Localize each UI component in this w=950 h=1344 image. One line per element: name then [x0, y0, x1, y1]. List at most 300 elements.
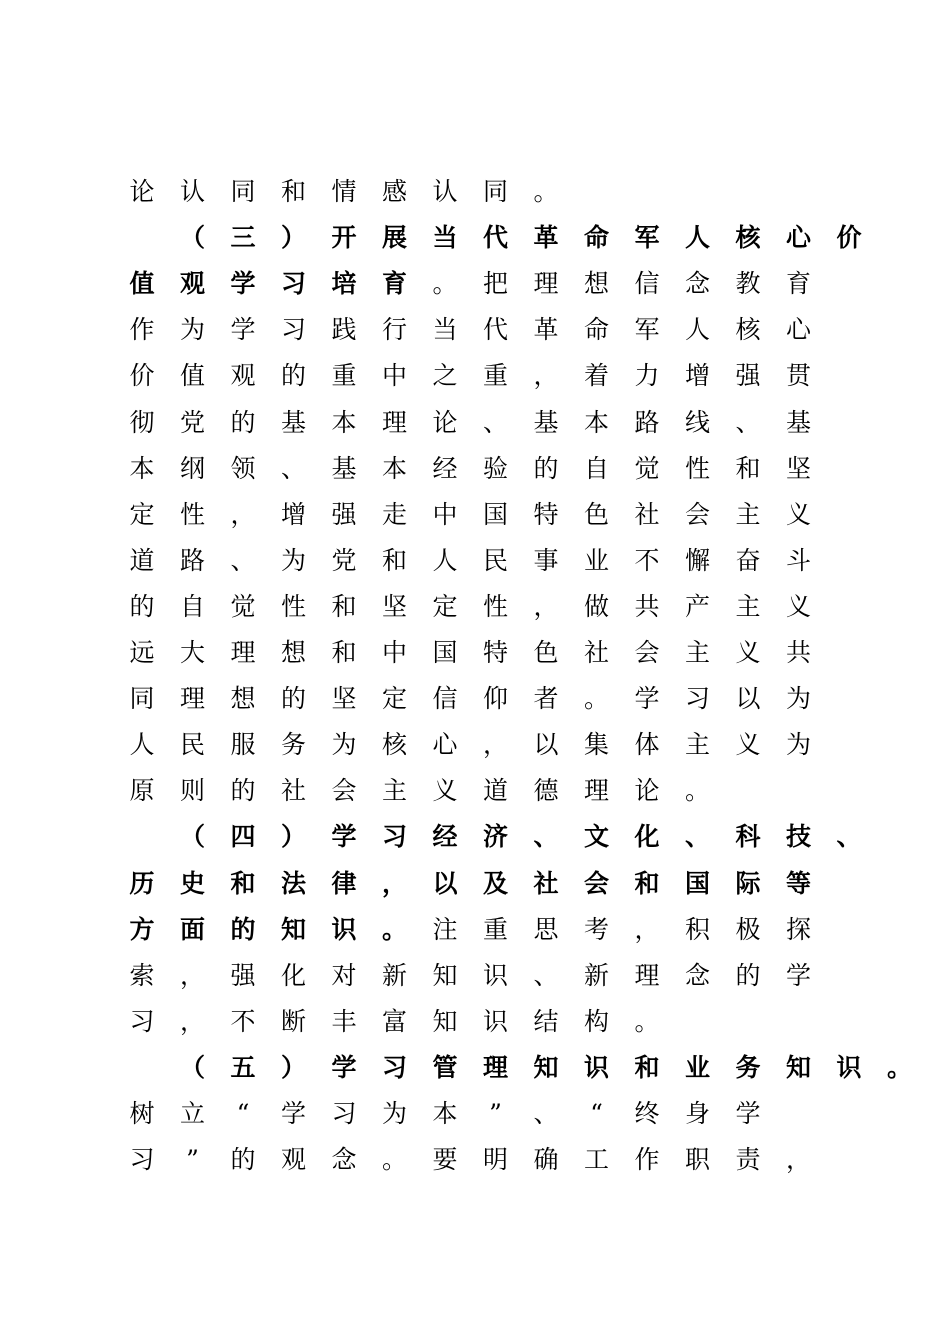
text-char: 识	[331, 914, 357, 944]
text-line	[0, 633, 950, 673]
text-char: 特	[533, 499, 559, 529]
text-char: 军	[634, 315, 660, 345]
text-char: ，	[179, 1006, 205, 1036]
text-char: 道	[129, 545, 155, 575]
text-char: 经	[432, 822, 458, 852]
text-char: 想	[280, 638, 306, 667]
text-char: 党	[331, 545, 357, 575]
text-char: 共	[785, 638, 811, 667]
text-char: 业	[583, 545, 609, 575]
text-char: 信	[634, 269, 660, 299]
text-char: 育	[785, 269, 811, 299]
text-char: 育	[381, 269, 407, 299]
text-char: 代	[482, 315, 508, 345]
text-char: 党	[179, 407, 205, 437]
text-char: 性	[280, 591, 306, 621]
text-char: 信	[432, 684, 458, 714]
text-char: 社	[634, 499, 660, 529]
text-char: 会	[684, 499, 710, 529]
text-char: 观	[179, 269, 205, 299]
text-char: 民	[482, 545, 508, 575]
text-char: 走	[381, 499, 407, 529]
text-char: 学	[230, 315, 256, 345]
text-char: 为	[785, 730, 811, 760]
text-char: 和	[280, 177, 306, 206]
text-char: 核	[381, 730, 407, 760]
text-char: 基	[331, 453, 357, 483]
text-char: 、	[482, 407, 508, 437]
text-char: 的	[735, 960, 761, 990]
text-char: 念	[684, 269, 710, 299]
text-char: 念	[684, 960, 710, 990]
text-char: 识	[482, 960, 508, 990]
text-char: 终	[634, 1099, 660, 1128]
text-char: 注	[432, 914, 458, 944]
text-char: 义	[735, 638, 761, 667]
text-char: 。	[381, 914, 407, 944]
text-char: 化	[280, 960, 306, 990]
text-char: 共	[634, 591, 660, 621]
text-char: （	[179, 223, 205, 253]
text-char: 定	[381, 684, 407, 714]
text-char: 务	[735, 1052, 761, 1082]
text-line	[0, 541, 950, 581]
text-char: 管	[432, 1052, 458, 1082]
text-line	[0, 1140, 950, 1180]
text-char: 方	[129, 914, 155, 944]
text-char: 坚	[785, 453, 811, 483]
text-char: 化	[634, 822, 660, 852]
text-char: ，	[381, 868, 407, 898]
text-char: 理	[230, 638, 256, 667]
text-char: 的	[280, 361, 306, 391]
text-char: 考	[583, 914, 609, 944]
text-char: 面	[179, 914, 205, 944]
text-char: 积	[684, 914, 710, 944]
text-char: 强	[331, 499, 357, 529]
text-char: 培	[331, 269, 357, 299]
text-char: 者	[533, 684, 559, 714]
text-char: 中	[381, 638, 407, 667]
text-char: 重	[482, 361, 508, 391]
text-char: 法	[280, 868, 306, 898]
text-char: 开	[331, 223, 357, 253]
text-char: 学	[634, 684, 660, 714]
text-char: 知	[533, 1052, 559, 1082]
text-char: 新	[583, 960, 609, 990]
text-char: 职	[684, 1145, 710, 1175]
text-char: ）	[280, 1052, 306, 1082]
text-char: 当	[432, 315, 458, 345]
text-char: 、	[230, 545, 256, 575]
text-char: 以	[432, 868, 458, 898]
text-char: 强	[230, 960, 256, 990]
text-char: 际	[735, 868, 761, 898]
text-char: 的	[230, 776, 256, 806]
text-line	[0, 817, 950, 857]
text-char: 。	[684, 776, 710, 806]
text-char: 律	[331, 868, 357, 898]
text-char: 国	[432, 638, 458, 667]
text-char: 及	[482, 868, 508, 898]
text-char: 极	[735, 914, 761, 944]
text-char: 力	[634, 361, 660, 391]
text-char: 科	[735, 822, 761, 852]
text-char: 同	[482, 177, 508, 206]
text-line	[0, 956, 950, 996]
text-char: 远	[129, 638, 155, 667]
text-char: 论	[634, 776, 660, 806]
text-char: 工	[583, 1145, 609, 1175]
text-char: 德	[533, 776, 559, 806]
text-char: 坚	[331, 684, 357, 714]
text-char: 为	[179, 315, 205, 345]
text-line	[0, 864, 950, 904]
text-char: 以	[735, 684, 761, 714]
text-char: 会	[583, 868, 609, 898]
text-char: 色	[583, 499, 609, 529]
text-char: 本	[381, 453, 407, 483]
text-char: 知	[432, 960, 458, 990]
text-char: 践	[331, 315, 357, 345]
text-char: 代	[482, 223, 508, 253]
text-line	[0, 356, 950, 396]
text-char: 作	[129, 315, 155, 345]
text-char: 核	[735, 223, 761, 253]
text-char: 。	[381, 1145, 407, 1175]
text-char: 。	[886, 1052, 912, 1082]
text-char: 理	[179, 684, 205, 714]
text-char: 主	[684, 730, 710, 760]
text-char: 三	[230, 223, 256, 253]
text-char: 结	[533, 1006, 559, 1036]
text-char: 。	[634, 1006, 660, 1036]
text-char: 富	[381, 1006, 407, 1036]
text-char: 基	[280, 407, 306, 437]
text-char: 习	[129, 1145, 155, 1175]
text-char: 学	[331, 822, 357, 852]
text-char: 行	[381, 315, 407, 345]
text-line	[0, 310, 950, 350]
text-char: 想	[230, 684, 256, 714]
text-char: 理	[482, 1052, 508, 1082]
text-char: 验	[482, 453, 508, 483]
text-char: 会	[634, 638, 660, 667]
text-char: 和	[331, 638, 357, 667]
text-char: （	[179, 1052, 205, 1082]
text-char: 社	[280, 776, 306, 806]
text-char: 值	[129, 269, 155, 299]
text-char: 明	[482, 1145, 508, 1175]
text-char: 国	[684, 868, 710, 898]
text-char: 特	[482, 638, 508, 667]
text-char: 作	[634, 1145, 660, 1175]
text-line	[0, 725, 950, 765]
text-char: 领	[230, 453, 256, 483]
text-char: 。	[583, 684, 609, 714]
text-char: 四	[230, 822, 256, 852]
text-char: 丰	[331, 1006, 357, 1036]
text-char: 社	[533, 868, 559, 898]
text-char: 强	[735, 361, 761, 391]
text-char: 不	[230, 1006, 256, 1036]
text-char: 认	[179, 177, 205, 206]
text-char: 基	[533, 407, 559, 437]
text-char: 历	[129, 868, 155, 898]
text-char: 习	[331, 1099, 357, 1128]
text-char: 性	[482, 591, 508, 621]
text-char: 人	[684, 223, 710, 253]
text-char: 原	[129, 776, 155, 806]
text-char: 为	[331, 730, 357, 760]
text-char: 本	[432, 1099, 458, 1128]
text-line	[0, 403, 950, 443]
text-char: 心	[432, 730, 458, 760]
text-char: 觉	[634, 453, 660, 483]
text-line	[0, 495, 950, 535]
text-char: 基	[785, 407, 811, 437]
text-char: 做	[583, 591, 609, 621]
text-char: 社	[583, 638, 609, 667]
text-char: 义	[432, 776, 458, 806]
text-char: 中	[381, 361, 407, 391]
text-char: 同	[129, 684, 155, 714]
text-line	[0, 771, 950, 811]
text-char: 革	[533, 315, 559, 345]
text-char: 索	[129, 960, 155, 990]
text-char: 性	[179, 499, 205, 529]
text-char: 、	[280, 453, 306, 483]
text-line	[0, 172, 950, 212]
text-char: 习	[381, 822, 407, 852]
text-char: 识	[482, 1006, 508, 1036]
text-char: 对	[331, 960, 357, 990]
text-char: 大	[179, 638, 205, 667]
text-char: 。	[432, 269, 458, 299]
text-char: 命	[583, 315, 609, 345]
text-char: 民	[179, 730, 205, 760]
text-char: 自	[179, 591, 205, 621]
text-char: 奋	[735, 545, 761, 575]
text-char: ）	[280, 822, 306, 852]
text-char: 观	[280, 1145, 306, 1175]
text-char: 展	[381, 223, 407, 253]
text-char: 史	[179, 868, 205, 898]
text-char: 体	[634, 730, 660, 760]
text-char: 命	[583, 223, 609, 253]
text-line	[0, 264, 950, 304]
text-char: 值	[179, 361, 205, 391]
text-char: 定	[129, 499, 155, 529]
text-char: 理	[583, 776, 609, 806]
text-char: 心	[785, 315, 811, 345]
text-char: 本	[583, 407, 609, 437]
text-char: 自	[583, 453, 609, 483]
text-line	[0, 679, 950, 719]
text-char: 习	[684, 684, 710, 714]
text-char: 新	[381, 960, 407, 990]
text-char: 色	[533, 638, 559, 667]
text-char: 贯	[785, 361, 811, 391]
text-char: 主	[684, 638, 710, 667]
text-char: 心	[785, 223, 811, 253]
text-line	[0, 1094, 950, 1134]
text-char: 、	[836, 822, 862, 852]
text-char: 济	[482, 822, 508, 852]
text-char: 念	[331, 1145, 357, 1175]
text-char: 和	[735, 453, 761, 483]
text-char: 则	[179, 776, 205, 806]
text-char: 重	[331, 361, 357, 391]
text-char: 构	[583, 1006, 609, 1036]
text-char: 论	[432, 407, 458, 437]
text-char: 重	[482, 914, 508, 944]
text-char: 五	[230, 1052, 256, 1082]
text-char: 学	[735, 1099, 761, 1128]
text-char: 觉	[230, 591, 256, 621]
text-char: 和	[634, 1052, 660, 1082]
text-char: 为	[280, 545, 306, 575]
text-char: 习	[280, 269, 306, 299]
text-char: 为	[381, 1099, 407, 1128]
text-char: 思	[533, 914, 559, 944]
text-char: 斗	[785, 545, 811, 575]
text-char: 主	[381, 776, 407, 806]
text-char: （	[179, 822, 205, 852]
text-char: ，	[482, 730, 508, 760]
text-char: ”	[186, 1145, 199, 1175]
text-char: 务	[280, 730, 306, 760]
text-char: 道	[482, 776, 508, 806]
text-char: 知	[432, 1006, 458, 1036]
text-char: 的	[230, 1145, 256, 1175]
text-char: 革	[533, 223, 559, 253]
text-char: 性	[684, 453, 710, 483]
text-char: 本	[129, 453, 155, 483]
text-char: 线	[684, 407, 710, 437]
text-char: 的	[230, 914, 256, 944]
text-char: ”	[489, 1099, 502, 1128]
text-char: 路	[634, 407, 660, 437]
text-char: 、	[533, 1099, 559, 1128]
text-char: ，	[634, 914, 660, 944]
text-char: 理	[634, 960, 660, 990]
text-char: 会	[331, 776, 357, 806]
text-char: 仰	[482, 684, 508, 714]
text-char: 文	[583, 822, 609, 852]
text-char: 军	[634, 223, 660, 253]
text-char: 业	[684, 1052, 710, 1082]
text-char: 定	[432, 591, 458, 621]
text-char: 学	[331, 1052, 357, 1082]
text-char: 认	[432, 177, 458, 206]
text-char: 理	[381, 407, 407, 437]
text-char: 本	[331, 407, 357, 437]
text-char: ，	[179, 960, 205, 990]
text-char: 增	[280, 499, 306, 529]
text-char: 、	[684, 822, 710, 852]
text-char: 习	[129, 1006, 155, 1036]
text-char: 产	[684, 591, 710, 621]
text-char: 着	[583, 361, 609, 391]
text-char: 断	[280, 1006, 306, 1036]
text-char: 身	[684, 1099, 710, 1128]
text-char: 主	[735, 591, 761, 621]
text-char: 理	[533, 269, 559, 299]
text-char: 价	[836, 223, 862, 253]
text-char: ，	[230, 499, 256, 529]
text-char: 教	[735, 269, 761, 299]
text-char: 服	[230, 730, 256, 760]
text-char: 纲	[179, 453, 205, 483]
text-line	[0, 587, 950, 627]
text-char: 人	[432, 545, 458, 575]
text-char: 学	[230, 269, 256, 299]
text-char: 感	[381, 177, 407, 206]
text-char: 和	[634, 868, 660, 898]
text-char: 经	[432, 453, 458, 483]
text-char: 学	[785, 960, 811, 990]
text-char: 坚	[381, 591, 407, 621]
text-char: 技	[785, 822, 811, 852]
text-char: 、	[533, 822, 559, 852]
text-line	[0, 218, 950, 258]
text-char: ，	[533, 591, 559, 621]
text-char: 树	[129, 1099, 155, 1128]
text-char: 和	[381, 545, 407, 575]
text-char: ，	[533, 361, 559, 391]
text-char: 义	[785, 499, 811, 529]
text-char: 识	[583, 1052, 609, 1082]
text-char: 当	[432, 223, 458, 253]
text-char: 立	[179, 1099, 205, 1128]
text-char: ，	[785, 1145, 811, 1175]
text-char: 核	[735, 315, 761, 345]
text-char: 学	[280, 1099, 306, 1128]
text-char: 增	[684, 361, 710, 391]
text-char: 之	[432, 361, 458, 391]
text-line	[0, 1002, 950, 1042]
text-char: 要	[432, 1145, 458, 1175]
text-line	[0, 1048, 950, 1088]
text-char: 和	[331, 591, 357, 621]
text-char: 责	[735, 1145, 761, 1175]
text-char: 价	[129, 361, 155, 391]
text-char: 等	[785, 868, 811, 898]
text-char: 、	[735, 407, 761, 437]
text-char: 义	[785, 591, 811, 621]
text-char: 的	[129, 591, 155, 621]
text-char: 同	[230, 177, 256, 206]
text-char: 知	[280, 914, 306, 944]
text-char: 探	[785, 914, 811, 944]
text-char: 论	[129, 177, 155, 206]
text-char: 懈	[684, 545, 710, 575]
text-char: 的	[533, 453, 559, 483]
text-char: 义	[735, 730, 761, 760]
text-char: 为	[785, 684, 811, 714]
text-char: “	[236, 1099, 250, 1128]
text-char: 不	[634, 545, 660, 575]
text-char: 和	[230, 868, 256, 898]
text-char: 情	[331, 177, 357, 206]
text-char: 识	[836, 1052, 862, 1082]
text-char: 彻	[129, 407, 155, 437]
text-char: 习	[280, 315, 306, 345]
text-char: “	[590, 1099, 603, 1128]
text-char: 集	[583, 730, 609, 760]
text-line	[0, 449, 950, 489]
